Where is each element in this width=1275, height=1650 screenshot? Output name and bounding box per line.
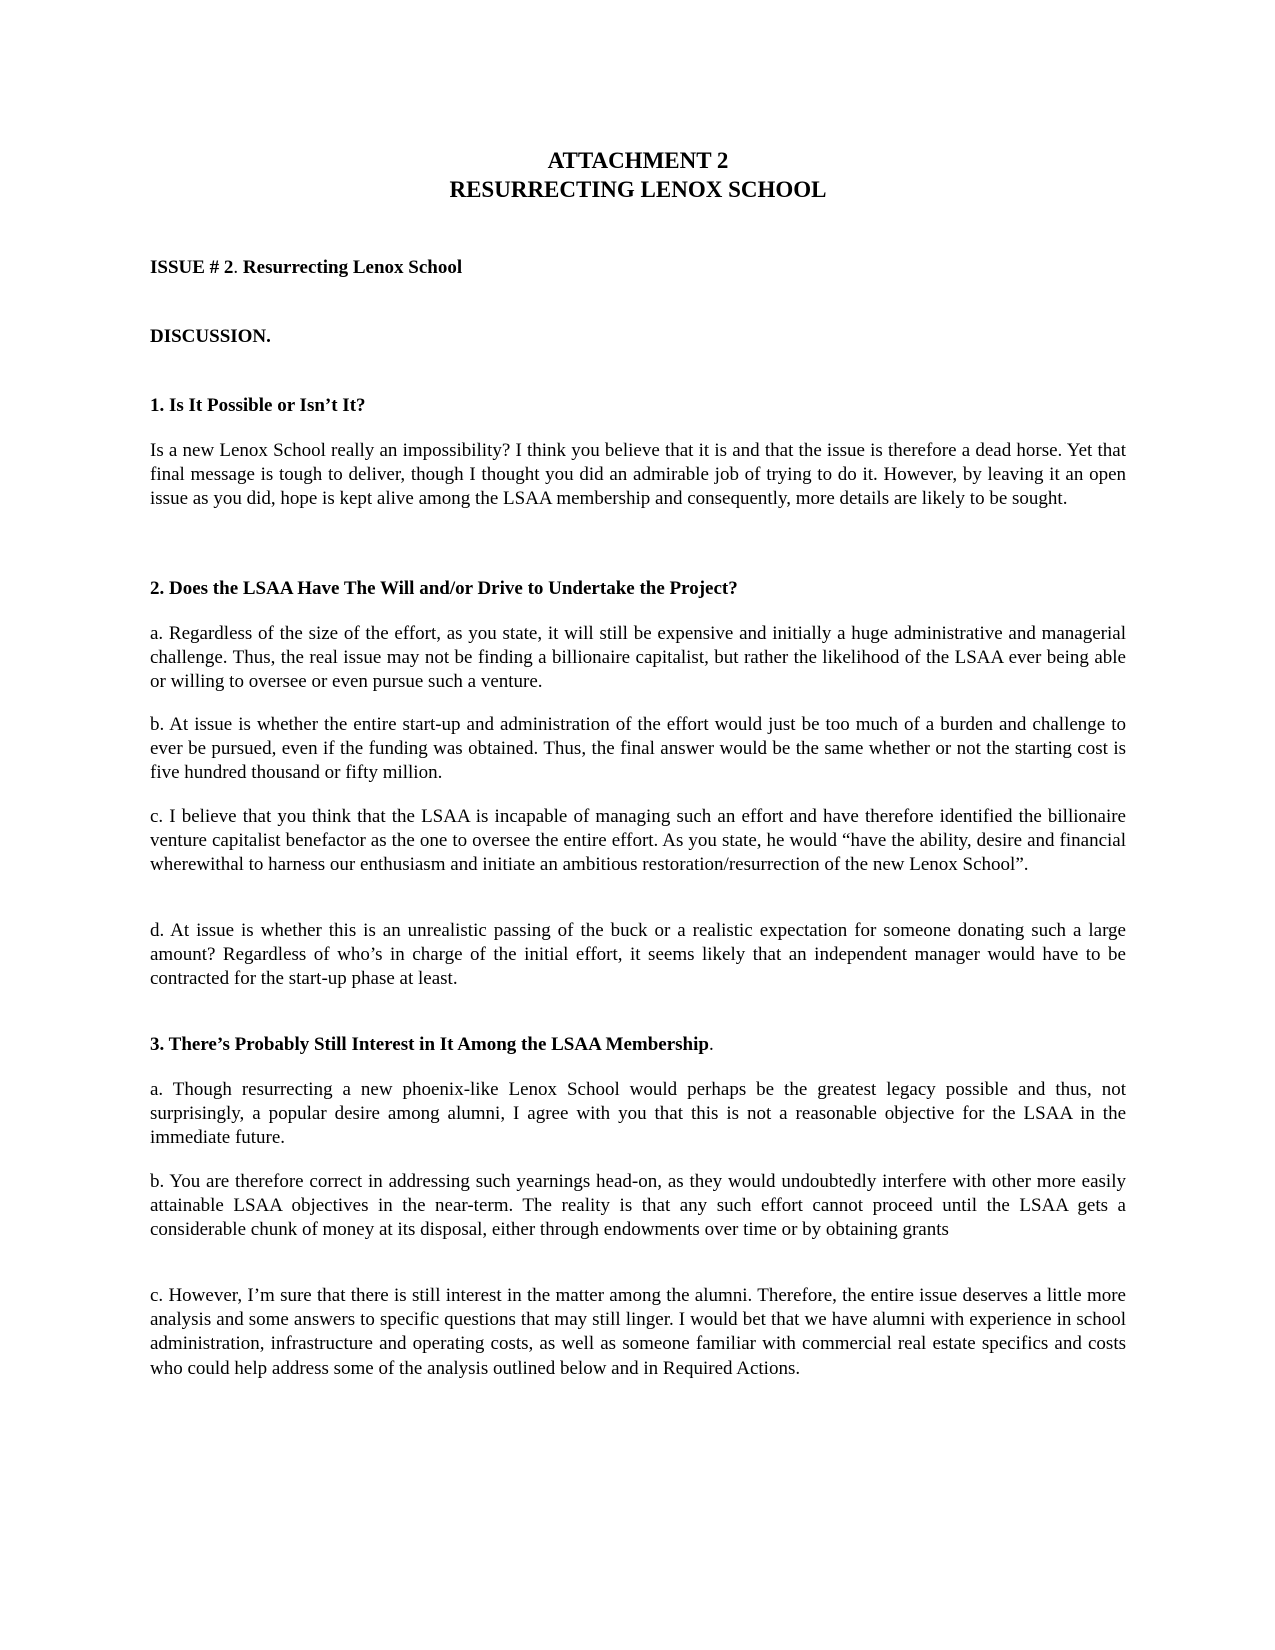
section-2-paragraph-d: d. At issue is whether this is an unrealistic passing of the buck or a realistic expectation for someone donating such a large amount? Regardless of who’s in charge of the initial effort, it seems likely that an independent manager would have to be contracted for the start-up phase at least.: [150, 920, 1126, 990]
section-2-paragraph-b: b. At issue is whether the entire start-up and administration of the effort would just be too much of a burden and challenge to ever be pursued, even if the funding was obtained. Thus, the final answer would be the same whether or not the starting cost is five hundred thousand or fifty million.: [150, 714, 1126, 784]
issue-text: Resurrecting Lenox School: [242, 257, 463, 278]
discussion-heading: DISCUSSION.: [150, 326, 271, 347]
document-title: RESURRECTING LENOX SCHOOL: [449, 177, 827, 202]
section-3-paragraph-a: a. Though resurrecting a new phoenix-like Lenox School would perhaps be the greatest legacy possible and thus, not surprisingly, a popular desire among alumni, I agree with you that this is not a reasonable objective for the LSAA in the immediate future.: [150, 1079, 1126, 1149]
section-2-heading: 2. Does the LSAA Have The Will and/or Drive to Undertake the Project?: [150, 578, 738, 599]
attachment-title: ATTACHMENT 2: [547, 148, 729, 173]
section-1-heading: 1. Is It Possible or Isn’t It?: [150, 395, 366, 416]
issue-separator: .: [233, 257, 243, 278]
section-1-paragraph: Is a new Lenox School really an impossibility? I think you believe that it is and that the issue is therefore a dead horse. Yet that final message is tough to deliver, though I thought you did an admirable job of trying to do it. However, by leaving it an open issue as you did, hope is kept alive among the LSAA membership and consequently, more details are likely to be sought.: [150, 440, 1126, 510]
section-3-heading-text: 3. There’s Probably Still Interest in It Among the LSAA Membership: [150, 1034, 709, 1055]
issue-label: ISSUE # 2: [150, 257, 234, 278]
section-2-paragraph-c: c. I believe that you think that the LSAA is incapable of managing such an effort and have therefore identified the billionaire venture capitalist benefactor as the one to oversee the entire effort. As you state, he would “have the ability, desire and financial wherewithal to harness our enthusiasm and initiate an ambitious restoration/resurrection of the new Lenox School”.: [150, 806, 1126, 876]
section-3-heading: [150, 1033, 714, 1057]
section-3-paragraph-b: b. You are therefore correct in addressing such yearnings head-on, as they would undoubtedly interfere with other more easily attainable LSAA objectives in the near-term. The reality is that any such effort cannot proceed until the LSAA gets a considerable chunk of money at its disposal, either through endowments over time or by obtaining grants: [150, 1171, 1126, 1241]
section-2-paragraph-a: a. Regardless of the size of the effort, as you state, it will still be expensive and initially a huge administrative and managerial challenge. Thus, the real issue may not be finding a billionaire capitalist, but rather the likelihood of the LSAA ever being able or willing to oversee or even pursue such a venture.: [150, 623, 1126, 693]
section-3-heading-suffix: .: [708, 1034, 714, 1055]
section-3-paragraph-c: c. However, I’m sure that there is still interest in the matter among the alumni. Therefore, the entire issue deserves a little more analysis and some answers to specific questions that may still linger. I would bet that we have alumni with experience in school administration, infrastructure and operating costs, as well as someone familiar with commercial real estate specifics and costs who could help address some of the analysis outlined below and in Required Actions.: [150, 1285, 1126, 1379]
issue-heading: [150, 256, 462, 280]
